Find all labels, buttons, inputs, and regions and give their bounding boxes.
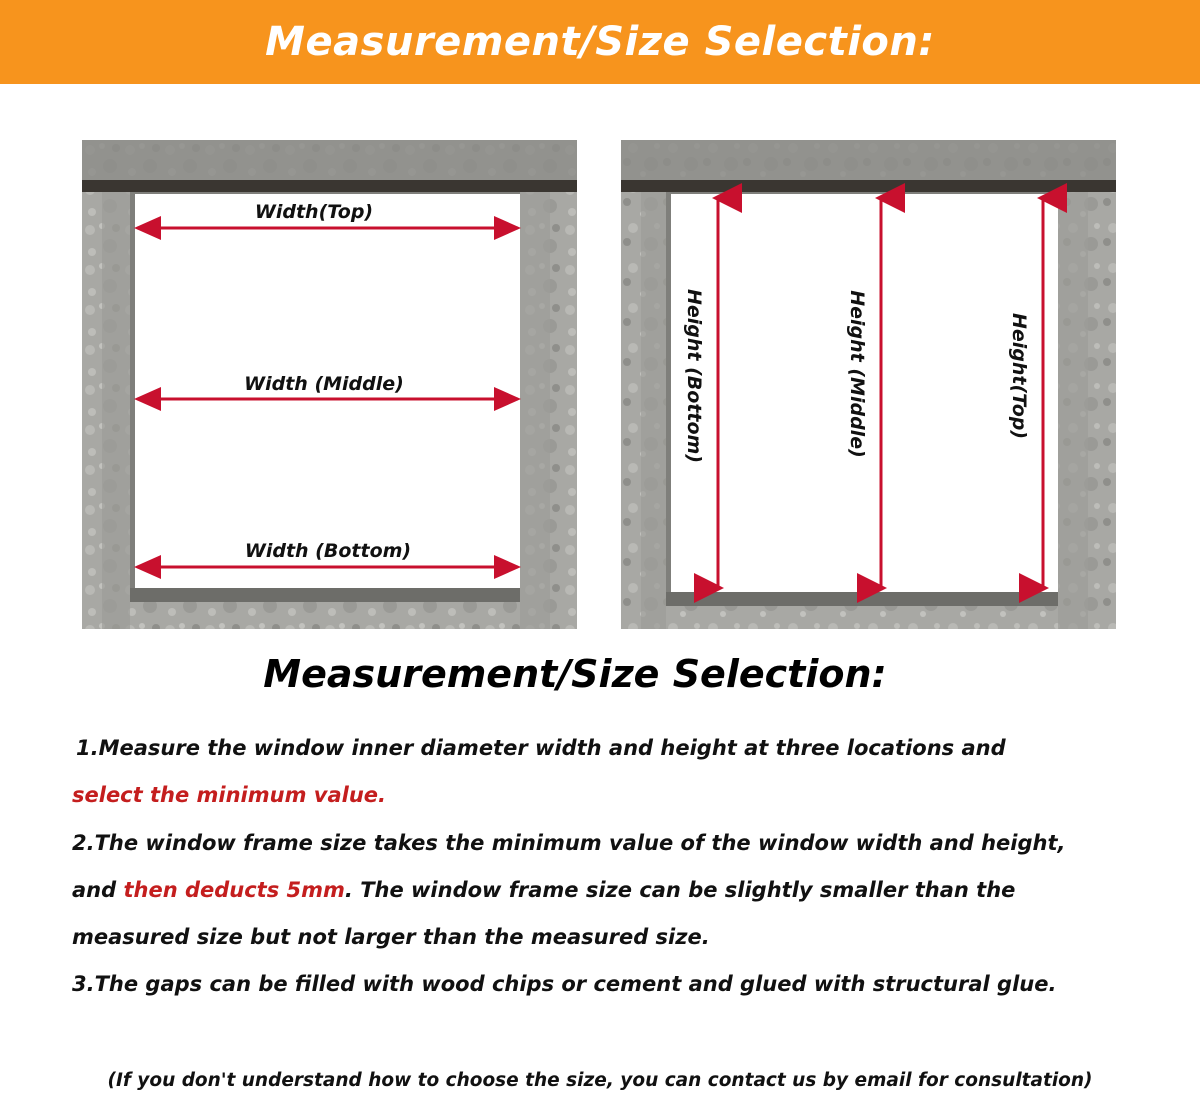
step1-line1: 1.Measure the window inner diameter width and height at three locations and	[76, 736, 1006, 760]
width-diagram-image	[82, 140, 577, 629]
page-title: Measurement/Size Selection:	[265, 19, 935, 65]
height-diagram-image	[621, 140, 1116, 629]
step2-suffix: . The window frame size can be slightly smaller than the	[344, 878, 1016, 902]
step2-line3: measured size but not larger than the measured size.	[72, 925, 710, 949]
step2-highlight: then deducts 5mm	[123, 878, 345, 902]
step2-line2	[72, 878, 1015, 902]
width-middle-label: Width (Middle)	[244, 373, 404, 395]
width-bottom-label: Width (Bottom)	[244, 540, 412, 562]
step1-highlight: select the minimum value.	[72, 783, 387, 807]
height-bottom-label: Height (Bottom)	[683, 288, 705, 464]
step3: 3.The gaps can be filled with wood chips or cement and glued with structural glue.	[72, 972, 1057, 996]
step2-prefix: and	[72, 878, 124, 902]
width-top-label: Width(Top)	[254, 201, 374, 223]
height-middle-label: Height (Middle)	[846, 290, 868, 458]
height-top-label: Height(Top)	[1008, 312, 1030, 440]
step2-line1: 2.The window frame size takes the minimum value of the window width and height,	[72, 831, 1066, 855]
instructions-heading: Measurement/Size Selection:	[263, 652, 887, 696]
header-banner	[0, 0, 1200, 84]
footer-note: (If you don't understand how to choose the size, you can contact us by email for consultation)	[107, 1070, 1093, 1091]
width-diagram	[82, 140, 577, 629]
height-diagram	[621, 140, 1116, 629]
